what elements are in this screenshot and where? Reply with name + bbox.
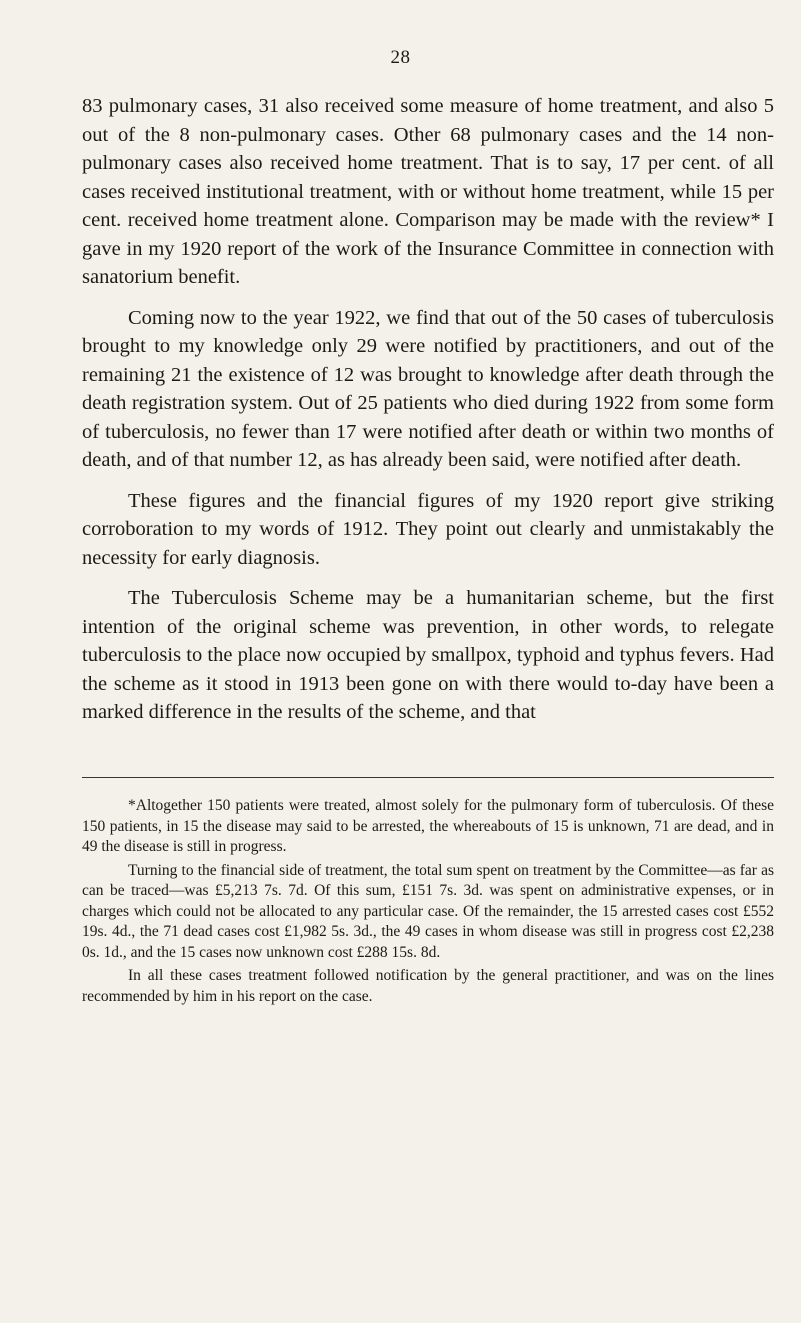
footnote-2: Turning to the financial side of treatment, the total sum spent on treatment by the Committee—as far as can be traced—was £5,213 7s. 7d. Of this sum, £151 7s. 3d. was spent on administrative expenses, or in charges which could not be allocated to any particular case. Of the remainder, the 15 arrested cases cost £552 19s. 4d., the 71 dead cases cost £1,982 5s. 3d., the 49 cases in whom disease was still in progress cost £2,238 0s. 1d., and the 15 cases now unknown cost £288 15s. 8d. [82, 861, 774, 961]
paragraph-4: The Tuberculosis Scheme may be a humanitarian scheme, but the first intention of the original scheme was prevention, in other words, to relegate tuberculosis to the place now occupied by smallpox, typhoid and typhus fevers. Had the scheme as it stood in 1913 been gone on with there would to-day have been a marked difference in the results of the scheme, and that [82, 587, 774, 723]
paragraph-2: Coming now to the year 1922, we find that out of the 50 cases of tuberculosis brought to my knowledge only 29 were notified by practitioners, and out of the remaining 21 the existence of 12 was brought to knowledge after death through the death registration system. Out of 25 patients who died during 1922 from some form of tuberculosis, no fewer than 17 were notified after death or within two months of death, and of that number 12, as has already been said, were notified after death. [82, 306, 774, 471]
paragraph-3: These figures and the financial figures of my 1920 report give striking corroboration to my words of 1912. They point out clearly and unmistakably the necessity for early diagnosis. [82, 489, 774, 569]
main-text [82, 92, 774, 739]
paragraph-1: 83 pulmonary cases, 31 also received some measure of home treatment, and also 5 out of the 8 non-pulmonary cases. Other 68 pulmonary cases and the 14 non-pulmonary cases also received home treatment. That is to say, 17 per cent. of all cases received institutional treatment, with or without home treatment, while 15 per cent. received home treatment alone. Comparison may be made with the review* I gave in my 1920 report of the work of the Insurance Committee in connection with sanatorium benefit. [82, 95, 774, 288]
footnote-divider [82, 777, 774, 778]
footnote-3: In all these cases treatment followed notification by the general practitioner, and was on the lines recommended by him in his report on the case. [82, 967, 774, 1005]
footnotes [82, 796, 774, 1010]
page-number: 28 [390, 47, 411, 68]
footnote-1: *Altogether 150 patients were treated, almost solely for the pulmonary form of tuberculosis. Of these 150 patients, in 15 the disease may said to be arrested, the whereabouts of 15 is unknown, 71 are dead, and in 49 the disease is still in progress. [82, 797, 774, 855]
